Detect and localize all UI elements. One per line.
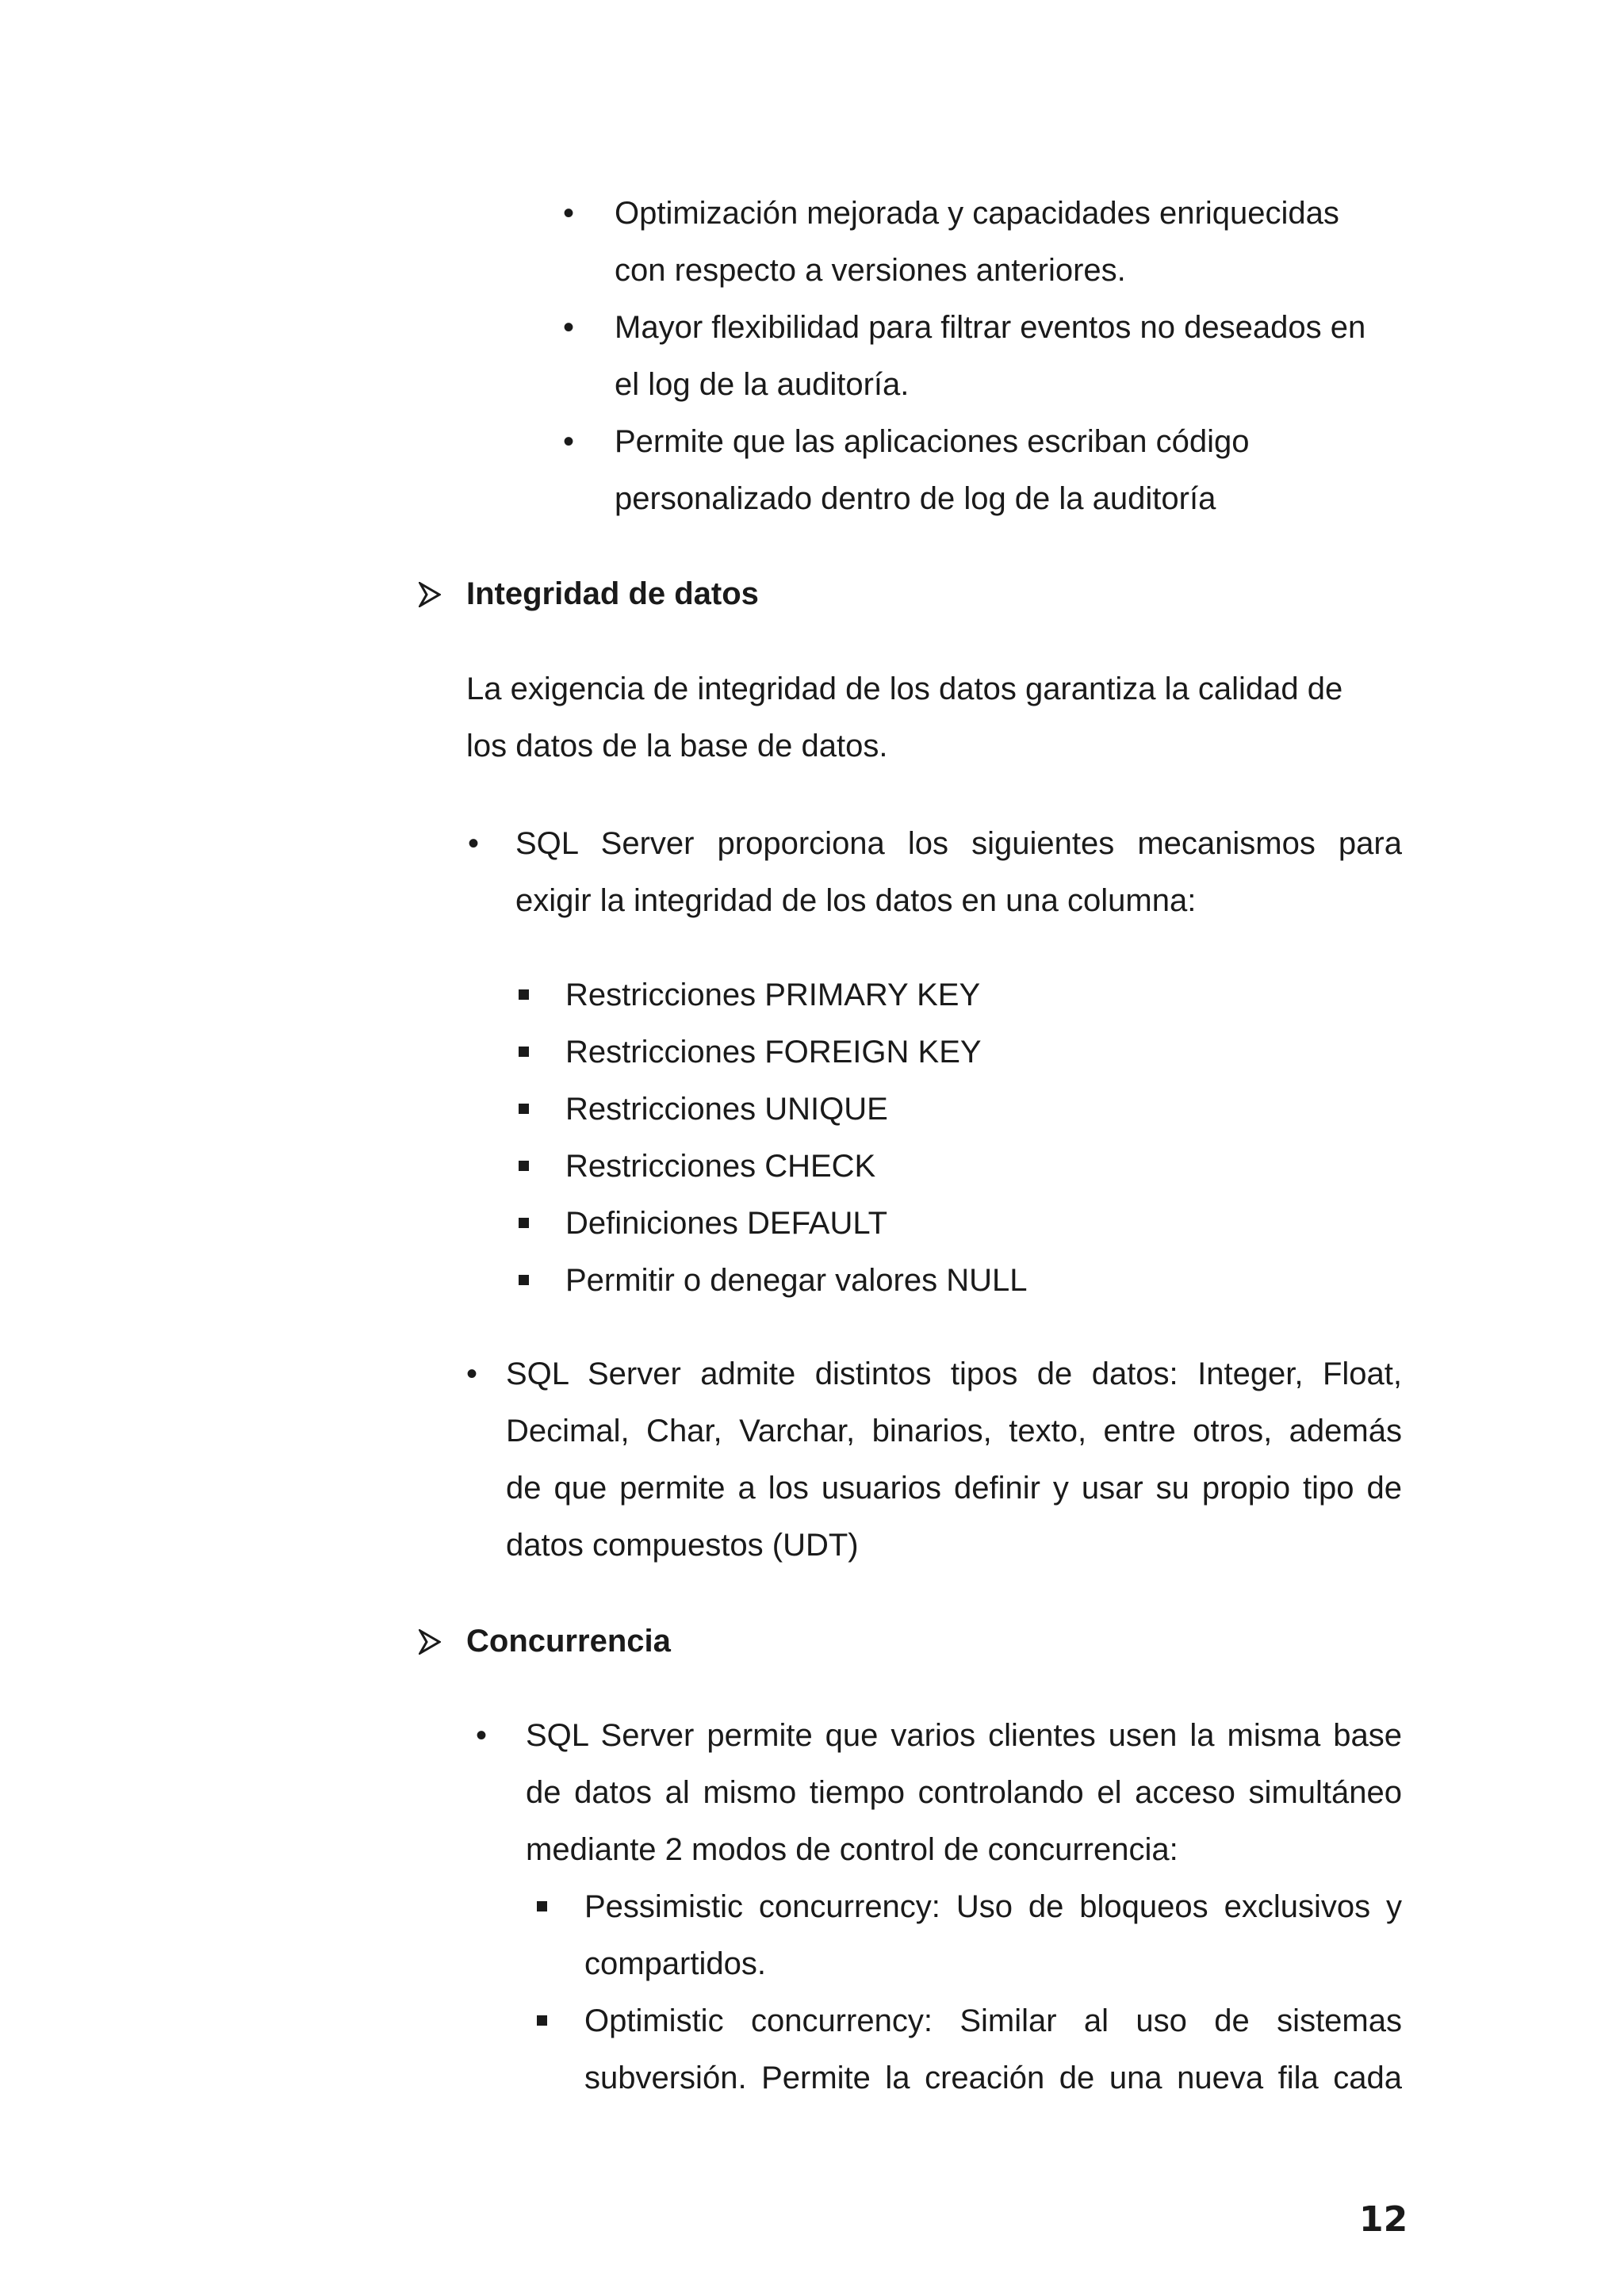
bullet-marker: • [563,196,575,231]
list-item: compartidos. [584,1946,766,1981]
list-item: Definiciones DEFAULT [565,1206,888,1241]
square-bullet-icon [519,1275,529,1285]
square-bullet-icon [519,1218,529,1228]
section-heading-concurrencia: Concurrencia [466,1624,671,1659]
paragraph-line: La exigencia de integridad de los datos garantiza la calidad de [466,672,1343,706]
bullet-line: personalizado dentro de log de la auditoría [615,481,1216,516]
list-item: subversión. Permite la creación de una nueva fila cada [584,2061,1402,2095]
bullet-marker: • [476,1718,488,1753]
bullet-line: de datos al mismo tiempo controlando el acceso simultáneo [526,1775,1402,1810]
list-item: Pessimistic concurrency: Uso de bloqueos exclusivos y [584,1889,1402,1924]
bullet-marker: • [563,310,575,345]
bullet-line: con respecto a versiones anteriores. [615,253,1126,288]
square-bullet-icon [537,1901,547,1911]
list-item: Permitir o denegar valores NULL [565,1263,1028,1298]
bullet-line: el log de la auditoría. [615,367,910,402]
bullet-line: de que permite a los usuarios definir y usar su propio tipo de [506,1471,1402,1506]
list-item: Optimistic concurrency: Similar al uso de sistemas [584,2003,1402,2038]
bullet-line: Decimal, Char, Varchar, binarios, texto, entre otros, además [506,1414,1402,1448]
bullet-line: datos compuestos (UDT) [506,1528,859,1563]
square-bullet-icon [537,2015,547,2026]
square-bullet-icon [519,1104,529,1114]
section-heading-integridad: Integridad de datos [466,576,759,611]
square-bullet-icon [519,1161,529,1171]
bullet-line: Permite que las aplicaciones escriban código [615,424,1250,459]
paragraph-line: los datos de la base de datos. [466,729,888,763]
bullet-line: SQL Server admite distintos tipos de datos: Integer, Float, [506,1357,1402,1391]
bullet-line: SQL Server permite que varios clientes usen la misma base [526,1718,1402,1753]
bullet-line: mediante 2 modos de control de concurrencia: [526,1832,1178,1867]
arrow-bullet-icon [419,582,441,607]
list-item: Restricciones FOREIGN KEY [565,1035,982,1070]
bullet-line: SQL Server proporciona los siguientes mecanismos para [515,826,1402,861]
bullet-line: exigir la integridad de los datos en una columna: [515,883,1197,918]
bullet-line: Mayor flexibilidad para filtrar eventos no deseados en [615,310,1366,345]
page-number: 12 [1359,2199,1408,2240]
list-item: Restricciones UNIQUE [565,1092,888,1127]
arrow-bullet-icon [419,1629,441,1655]
bullet-marker: • [563,424,575,459]
list-item: Restricciones PRIMARY KEY [565,978,981,1012]
square-bullet-icon [519,1047,529,1057]
bullet-marker: • [468,826,480,861]
bullet-line: Optimización mejorada y capacidades enriquecidas [615,196,1339,231]
list-item: Restricciones CHECK [565,1149,876,1184]
square-bullet-icon [519,989,529,1000]
bullet-marker: • [466,1357,478,1391]
